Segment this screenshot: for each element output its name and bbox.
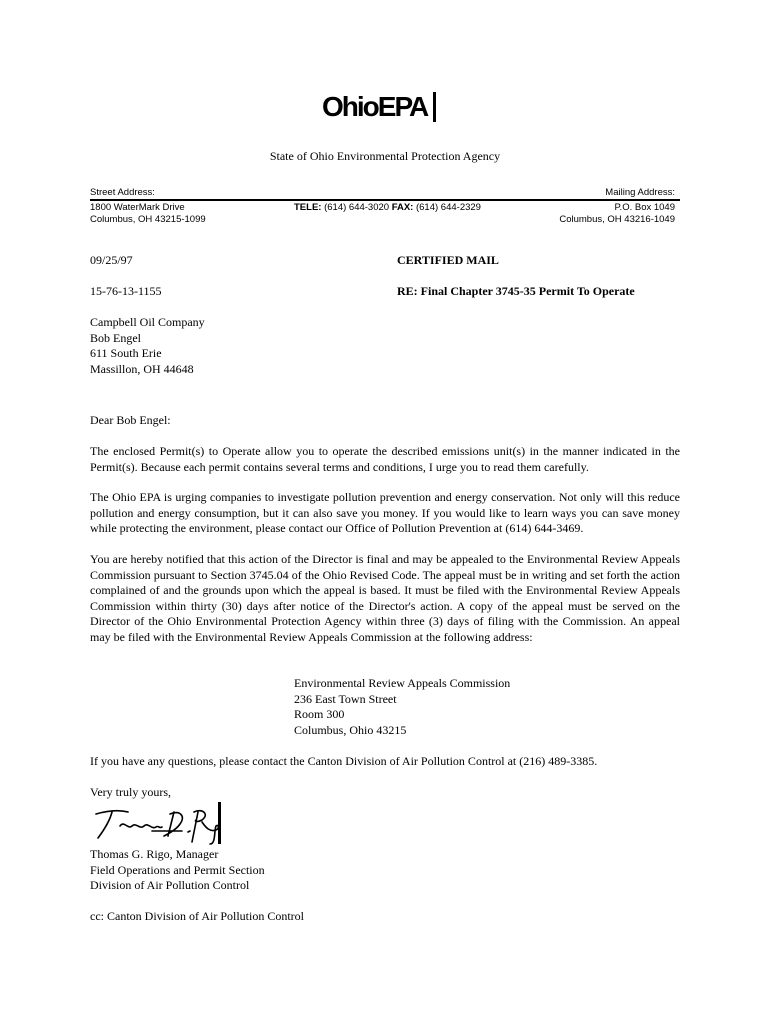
commission-city: Columbus, Ohio 43215 [294,722,407,737]
closing: Very truly yours, [90,785,171,799]
mailing-address [559,187,675,226]
street-address-label: Street Address: [90,187,155,198]
re-line: RE: Final Chapter 3745-35 Permit To Operate [397,284,635,298]
recipient-street: 611 South Erie [90,346,162,360]
agency-name: State of Ohio Environmental Protection Agency [269,149,501,163]
questions-line: If you have any questions, please contact the Canton Division of Air Pollution Control at (216) 489-3385. [90,754,598,768]
recipient-address [90,315,205,377]
certified-mail: CERTIFIED MAIL [397,253,499,267]
signer-block [90,847,265,894]
commission-room: Room 300 [294,707,345,721]
logo-bar [433,92,436,122]
fax-number: (614) 644-2329 [415,202,481,213]
commission-address [294,676,510,738]
recipient-city: Massillon, OH 44648 [90,361,194,376]
reference-number: 15-76-13-1155 [90,284,162,298]
logo-text: OhioEPA [322,91,428,122]
mailing-address-line2: Columbus, OH 43216-1049 [559,214,675,225]
signer-section: Field Operations and Permit Section [90,862,265,877]
mailing-address-label: Mailing Address: [605,187,675,198]
cc-line: cc: Canton Division of Air Pollution Control [90,909,304,923]
fax-label: FAX: [391,202,414,213]
mailing-address-line1: P.O. Box 1049 [614,202,675,213]
letter-date: 09/25/97 [90,253,133,267]
street-address-line1: 1800 WaterMark Drive [90,202,185,213]
salutation: Dear Bob Engel: [90,413,171,427]
tele-label: TELE: [294,202,322,213]
paragraph-pollution-prevention: The Ohio EPA is urging companies to investigate pollution prevention and energy conservation. Not only will this reduce pollution and energy consumption, but it can also save you money. If you would like to learn ways you can save money while protecting the environment, please contact our Office of Pollution Prevention at (614) 644-3469. [90,490,680,535]
commission-name: Environmental Review Appeals Commission [294,676,511,690]
street-address [90,187,206,226]
ohio-epa-logo [322,91,436,123]
signer-name: Thomas G. Rigo, Manager [90,847,219,861]
recipient-company: Campbell Oil Company [90,315,205,329]
paragraph-permits: The enclosed Permit(s) to Operate allow you to operate the described emissions unit(s) in the manner indicated in the Permit(s). Because each permit contains several terms and conditions, I urge you to read them carefully. [90,444,680,474]
street-address-line2: Columbus, OH 43215-1099 [90,214,206,225]
phone-fax [294,202,481,213]
commission-street: 236 East Town Street [294,691,397,706]
handwritten-signature [90,800,240,846]
tele-number: (614) 644-3020 [324,202,390,213]
recipient-name: Bob Engel [90,330,141,345]
paragraph-appeal-notice: You are hereby notified that this action of the Director is final and may be appealed to the Environmental Review Appeals Commission pursuant to Section 3745.04 of the Ohio Revised Code. The appeal must be in writing and set forth the action complained of and the grounds upon which the appeal is based. It must be filed with the Environmental Review Appeals Commission within thirty (30) days after notice of the Director's action. A copy of the appeal must be served on the Director of the Ohio Environmental Protection Agency within three (3) days of filing with the Commission. An appeal may be filed with the Environmental Review Appeals Commission at the following address: [90,552,680,644]
signer-division: Division of Air Pollution Control [90,878,250,892]
